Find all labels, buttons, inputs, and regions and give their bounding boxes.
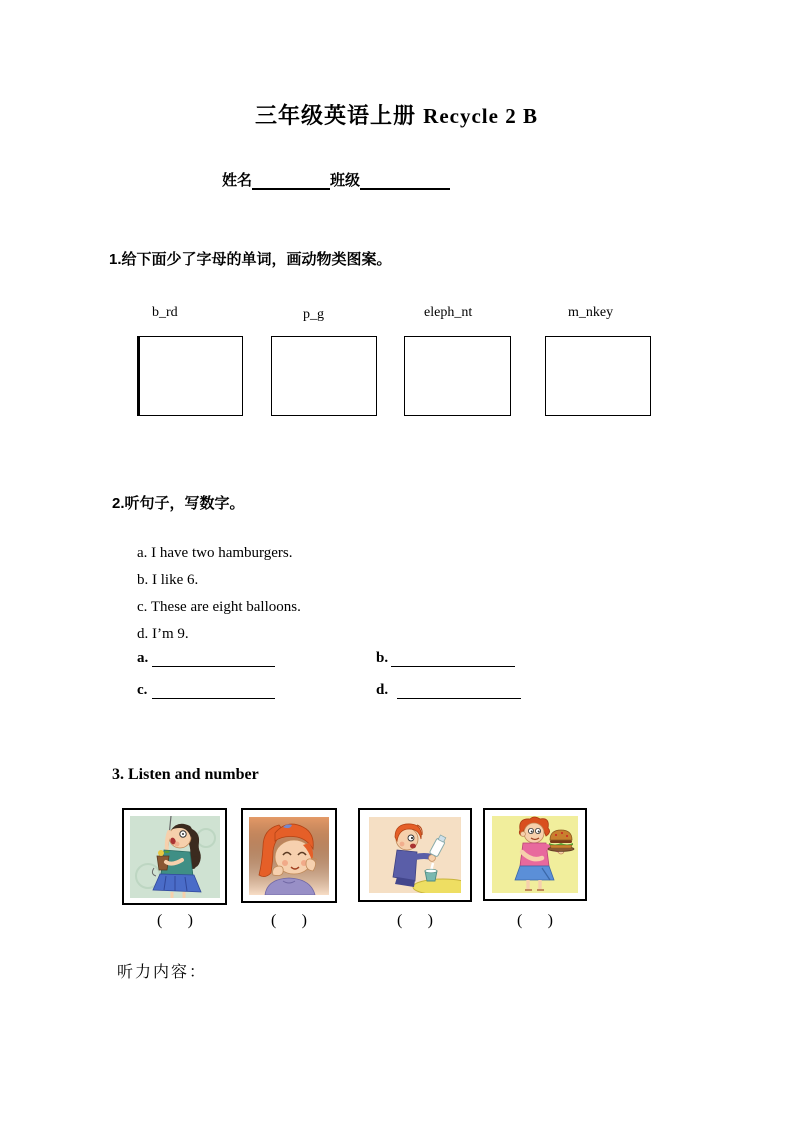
draw-box-elephant — [404, 336, 511, 416]
question3-heading: 3. Listen and number — [112, 766, 259, 783]
number-blank-4 — [517, 912, 553, 930]
open-paren: ( — [397, 912, 403, 929]
answer-label-a: a. — [137, 650, 149, 666]
girl-drinking-illustration — [130, 816, 220, 898]
draw-box-bird — [137, 336, 243, 416]
close-paren: ) — [301, 912, 307, 929]
question1-heading: 1.给下面少了字母的单词，画动物类图案。 — [109, 251, 392, 268]
page-title-english: Recycle 2 B — [423, 104, 538, 128]
picture-girl-touching-face — [241, 808, 337, 903]
number-blank-3 — [397, 912, 433, 930]
open-paren: ( — [157, 912, 163, 929]
boy-pouring-milk-illustration — [369, 817, 461, 893]
page-title — [0, 99, 793, 130]
listen-sentence-d: d. I’m 9. — [137, 626, 189, 642]
girl-touching-face-illustration — [249, 817, 329, 895]
answer-label-c: c. — [137, 682, 148, 698]
listening-content-label: 听力内容： — [117, 964, 208, 981]
listen-sentence-b: b. I like 6. — [137, 572, 199, 588]
draw-box-pig — [271, 336, 377, 416]
close-paren: ) — [427, 912, 433, 929]
kid-holding-hamburger-illustration — [492, 816, 578, 893]
class-label: 班级 — [330, 172, 361, 189]
answer-label-d: d. — [376, 682, 389, 698]
question2-heading: 2.听句子，写数字。 — [112, 495, 245, 512]
listen-sentence-c: c. These are eight balloons. — [137, 599, 301, 615]
number-blank-2 — [271, 912, 307, 930]
open-paren: ( — [271, 912, 277, 929]
open-paren: ( — [517, 912, 523, 929]
name-blank — [252, 173, 330, 190]
word-monkey: m_nkey — [568, 305, 614, 320]
number-blank-1 — [157, 912, 193, 930]
listen-sentence-a: a. I have two hamburgers. — [137, 545, 293, 561]
page-title-chinese: 三年级英语上册 — [255, 103, 417, 128]
picture-kid-holding-hamburger — [483, 808, 587, 901]
name-class-line — [222, 169, 450, 190]
answer-blank-c — [152, 682, 275, 699]
answer-blank-b — [391, 650, 515, 667]
draw-box-monkey — [545, 336, 651, 416]
word-bird: b_rd — [152, 305, 178, 320]
close-paren: ) — [547, 912, 553, 929]
class-blank — [360, 173, 450, 190]
answer-blank-d — [397, 682, 521, 699]
picture-boy-pouring-milk — [358, 808, 472, 902]
word-elephant: eleph_nt — [424, 305, 473, 320]
name-label: 姓名 — [222, 172, 253, 189]
answer-label-b: b. — [376, 650, 389, 666]
answer-blank-a — [152, 650, 275, 667]
close-paren: ) — [187, 912, 193, 929]
word-pig: p_g — [303, 307, 324, 322]
picture-girl-drinking — [122, 808, 227, 905]
